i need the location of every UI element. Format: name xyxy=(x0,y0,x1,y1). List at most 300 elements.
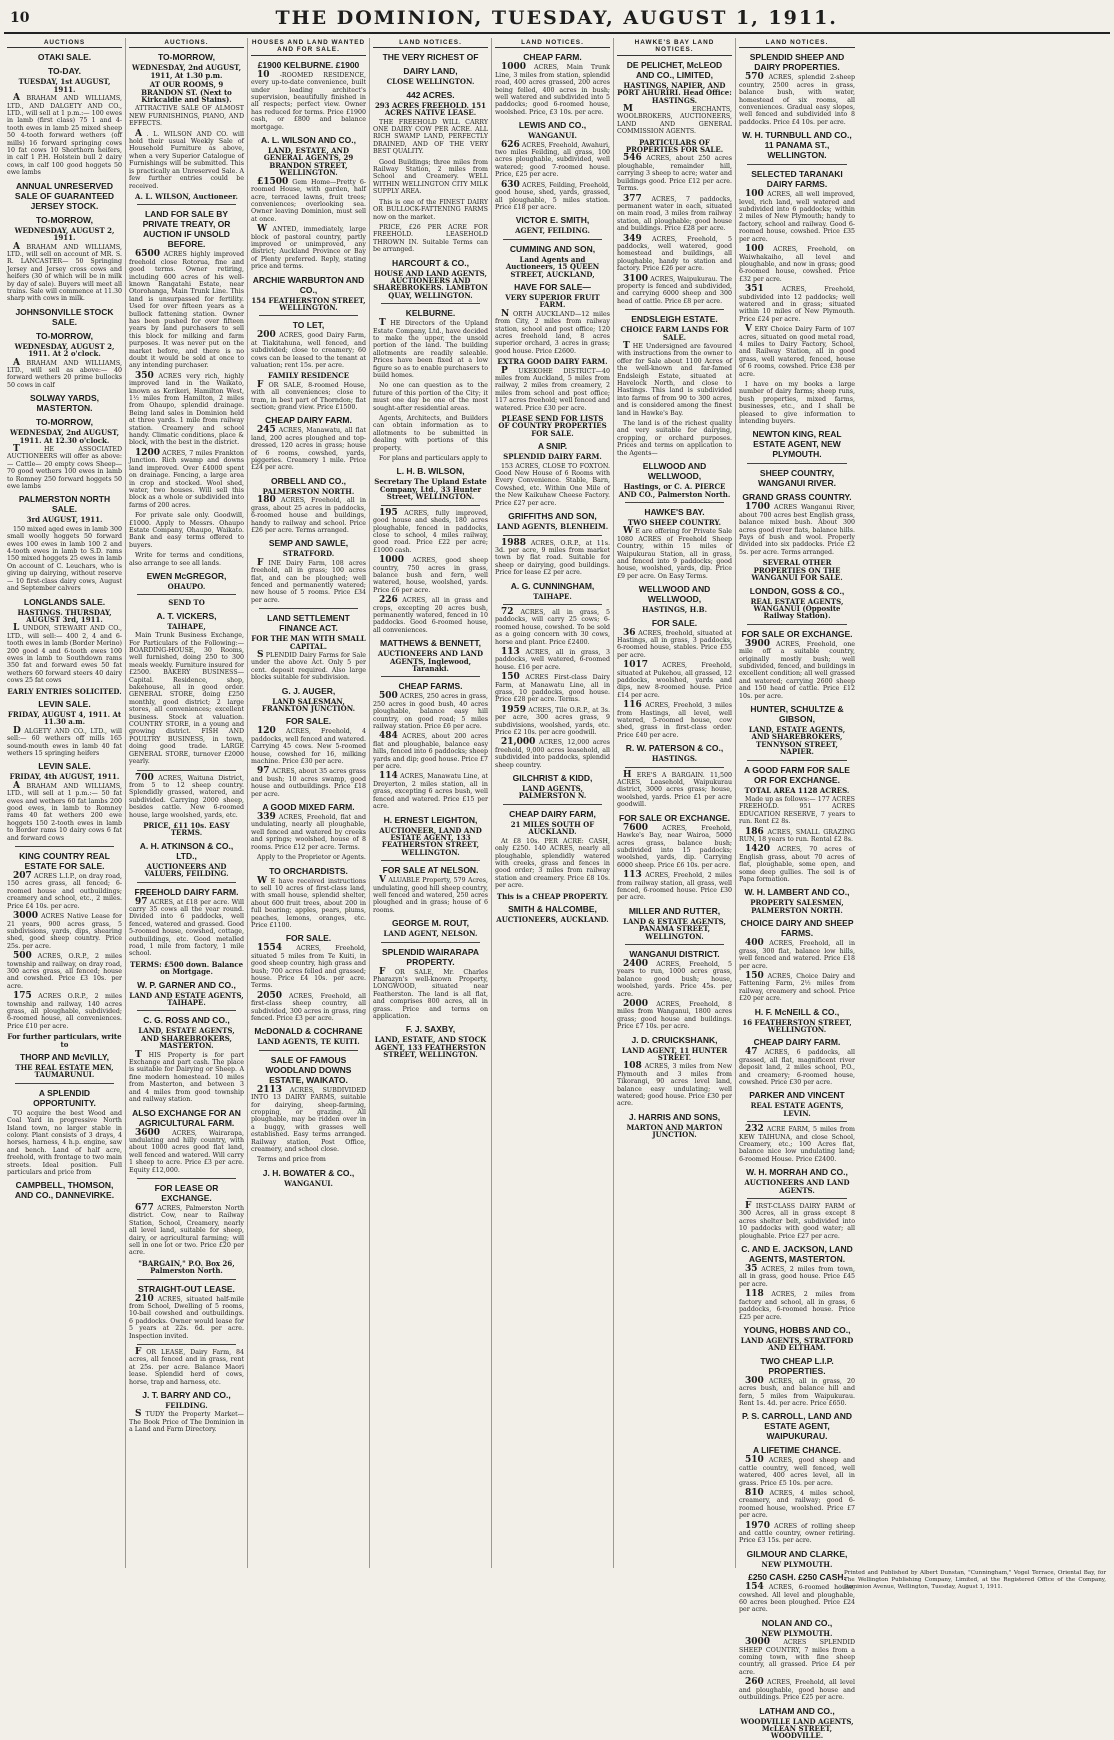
ad-subline: FAMILY RESIDENCE xyxy=(267,371,350,381)
ad-lead: 118 xyxy=(745,1289,764,1300)
ad-body xyxy=(251,990,366,1023)
ad-body xyxy=(739,1639,855,1676)
ad-text: ACRES, Palmerston North district. Cow, near to Railway Station, School, Creamery, nearly all level land, suitable for sheep, dairy, or agricultural farming; will sell in one lot or two. Price £20 per acre. xyxy=(129,1204,244,1257)
ad-text: ACRES, 2 miles from factory and school, all in grass, 6 paddocks, 6-roomed house. Price £25 per acre. xyxy=(739,1291,855,1321)
ad-body xyxy=(739,970,855,1003)
ad-heading: H. F. McNEILL & CO., xyxy=(754,1006,840,1017)
ad-lead: T xyxy=(135,1049,142,1060)
ad-heading: HAWKE'S BAY. xyxy=(644,506,705,517)
ad-text: ACRES, freehold, situated at Hastings, all in grass, 3 paddocks, 6-roomed house, stables. Price £55 per acre. xyxy=(617,629,732,659)
ad-heading: LONDON, GOSS & CO., xyxy=(749,585,845,596)
ad-heading: WELLWOOD AND WELLWOOD, xyxy=(638,584,711,605)
ad-text: ACRES, Freehold, 5 years to run, 1000 acres grass, balance good bush; house, woolshed, yards. Price 45s. per acre. xyxy=(617,960,732,998)
ad-text: Gem Home—Pretty 6-roomed House, with garden, half acre, terraced lawns, fruit trees; conveniences; overlooking sea. Owner leaving Dominion, must sell at once. xyxy=(251,178,366,223)
ad-body xyxy=(739,846,855,883)
ad-text: ACRES First-class Dairy Farm, at Manawatu Line, all in grass, 10 paddocks, good house. Price £28 per acre. Terms. xyxy=(495,674,610,704)
ad-subline: NEW PLYMOUTH. xyxy=(761,1628,833,1638)
divider-rule xyxy=(137,1344,236,1345)
ad-lead: A xyxy=(13,241,20,252)
ad-text: ACRES, 2 miles from town, all in grass, good house. Price £45 per acre. xyxy=(739,1266,855,1288)
ad-body xyxy=(7,873,122,910)
ad-subline: REAL ESTATE AGENTS, LEVIN. xyxy=(750,1101,844,1118)
ad-subline: Secretary The Upland Estate Company, Ltd., 33 Hunter Street, WELLINGTON. xyxy=(374,477,487,502)
ad-heading: FOR SALE AT NELSON. xyxy=(382,865,479,876)
ad-lead: W xyxy=(257,875,268,886)
ad-heading: OTAKI SALE. xyxy=(37,52,92,63)
divider-rule xyxy=(137,770,236,771)
ad-heading: CUMMING AND SON, xyxy=(509,243,596,254)
ad-lead: 351 xyxy=(745,284,764,295)
ad-text: ACRES of rolling sheep and cattle country, owner retiring. Price £3 15s. per acre. xyxy=(739,1522,855,1545)
ad-lead: F xyxy=(379,966,386,977)
divider-rule xyxy=(137,204,236,205)
ad-lead: 3000 xyxy=(745,1637,771,1648)
ad-subline: LAND, ESTATE AGENTS, AND SHAREBROKERS, MASTERTON. xyxy=(138,1026,235,1051)
column-header: LAND NOTICES. xyxy=(373,39,488,48)
column-5 xyxy=(492,38,614,1568)
ad-body xyxy=(251,69,366,131)
ad-lead: 377 xyxy=(623,193,642,204)
ad-subline: TERMS: £500 down. Balance on Mortgage. xyxy=(129,959,244,977)
ad-text: OR SALE, Mr. Charles Pharazyn's well-known Property, LONGWOOD, situated near Featherston. The land is all flat, and comprises 800 acres, all in grass. Price and terms on application. xyxy=(373,968,488,1020)
ad-body xyxy=(129,251,244,370)
ad-body xyxy=(7,913,122,950)
ad-body xyxy=(617,662,732,699)
ad-body xyxy=(617,627,732,660)
ad-body xyxy=(251,649,366,682)
ad-heading: TO-MORROW, xyxy=(36,417,93,428)
ad-text: E are offering for Private Sale 1080 ACRES of Freehold Sheep Country, within 15 miles of Waipukurau Station, all in grass, and fenced into 9 paddocks; good house, woolshed, yards, dip. Price £9 per acre. On Easy Terms. xyxy=(617,528,732,580)
ad-subline: 16 FEATHERSTON STREET, WELLINGTON. xyxy=(742,1017,852,1034)
ad-lead: 1988 xyxy=(501,537,527,548)
ad-lead: 2050 xyxy=(257,990,283,1001)
ad-heading: J. H. BOWATER & CO., xyxy=(262,1167,355,1178)
column-4 xyxy=(370,38,492,1568)
ad-subline: FRIDAY, AUGUST 4, 1911. At 11.30 a.m. xyxy=(7,709,122,727)
ad-body xyxy=(129,1049,244,1104)
ad-lead: 245 xyxy=(257,425,276,436)
ad-body xyxy=(739,1487,855,1520)
ad-subline: 293 ACRES FREEHOLD. 151 ACRES NATIVE LEASE. xyxy=(374,100,487,118)
ad-body xyxy=(739,796,855,826)
ad-heading: SOLWAY YARDS, MASTERTON. xyxy=(30,393,99,414)
ad-body xyxy=(617,420,732,457)
ad-heading: A. T. VICKERS, xyxy=(156,610,217,621)
ad-body xyxy=(129,105,244,127)
ad-lead: 1420 xyxy=(745,844,771,855)
ad-subline: TAIHAPE. xyxy=(533,591,572,601)
ad-body xyxy=(739,1049,855,1086)
ad-body xyxy=(739,1266,855,1288)
ad-lead: 630 xyxy=(501,179,520,190)
ad-heading: J. T. BARRY AND CO., xyxy=(142,1390,231,1401)
ad-heading: ENDSLEIGH ESTATE. xyxy=(631,314,718,325)
ad-heading: LAND FOR SALE BY PRIVATE TREATY, OR AUCTION IF UNSOLD BEFORE. xyxy=(142,209,231,250)
ad-lead: 200 xyxy=(257,330,276,341)
ad-text: ACRES, 70 acres of English grass, about 70 acres of flat, ploughable, some open, and some deep gullies. The soil is of Papa formation. xyxy=(739,846,855,884)
ad-heading: FOR LEASE OR EXCHANGE. xyxy=(154,1182,219,1203)
ad-body xyxy=(617,958,732,998)
ad-body xyxy=(129,552,244,567)
ad-lead: F xyxy=(745,1201,752,1212)
ad-heading: CHEAP FARM. xyxy=(523,52,582,63)
ad-text: ACRES, Waipukurau. The property is fenced and subdivided, and carrying 6000 sheep and 300 head of cattle. Price £8 per acre. xyxy=(617,275,732,305)
ad-lead: 500 xyxy=(13,951,32,962)
ad-body xyxy=(373,224,488,254)
ad-heading: NOLAN AND CO., xyxy=(761,1617,833,1628)
ad-lead: 120 xyxy=(257,726,276,737)
divider-rule xyxy=(137,1010,236,1011)
column-1 xyxy=(4,38,126,1568)
ad-text: ACRES, 6-roomed house, cowshed. All level and ploughable, 60 acres been ploughed. Price £24 per acre. xyxy=(739,1584,855,1614)
ad-text: ACRES, Freehold, 3 miles from Hastings, all level, well watered, 5-roomed house, cow shed, grass in first-class order. Price £40 per acre. xyxy=(617,702,732,739)
ad-body xyxy=(495,179,610,212)
ad-text: I have on my books a large number of dairy farms; sheep runs, bush properties, mixed farms, businesses, etc., and I shall be pleased to give information to intending buyers. xyxy=(739,381,855,426)
ad-body xyxy=(251,176,366,223)
ad-subline: VERY SUPERIOR FRUIT FARM. xyxy=(505,292,600,310)
ad-lead: P xyxy=(501,365,508,376)
divider-rule xyxy=(137,1279,236,1280)
ad-heading: TO-MORROW, xyxy=(36,330,93,341)
ad-body xyxy=(7,953,122,990)
ad-body xyxy=(739,74,855,126)
ad-text: ACRES very rich, highly improved land in the Waikato, known as Kerikeri, Hamilton West, 1½ miles from Hamilton, 2 miles from Ohaupo, splendid drainage. Being land sales in Dominion held at three yards. 1 mile from railway station. Creamery and school handy. Climatic conditions, place & block, with the best in the district. xyxy=(129,372,244,447)
ad-lead: A xyxy=(13,357,20,368)
ad-text: ACRES, 250 acres in grass, 250 acres in good bush, 40 acres ploughable, balance easy hill country, on good road; 5 miles railway station. Price £6 per acre. xyxy=(373,693,488,731)
ad-text: ACRES, all well improved, level, rich land, well watered and subdivided into 6 paddocks; within 2 miles of New Plymouth; handy to factory, school and railway. Good 6-roomed house, cowshed. Price £35 per acre. xyxy=(739,191,855,243)
ad-body xyxy=(617,769,732,809)
ad-lead: A xyxy=(13,93,20,104)
divider-rule xyxy=(15,846,114,847)
ad-text: ACRES, Freehold, situated at Pukehou, all grassed, 12 paddocks, woolshed, yards and dips, new 8-roomed house. Price £14 per acre. xyxy=(617,662,732,699)
ad-text: ACRES, Wairarapa, undulating and hilly country, with about 1000 acres good flat land, well fenced and watered. Will carry 1 sheep to acre. Price £3 per acre. Equity £12,000. xyxy=(129,1129,244,1174)
divider-rule xyxy=(747,1121,847,1122)
ad-text: ACRES highly improved freehold close Rotorua, fine and good terms. Owner retiring, including 600 acres of his well-known Rangatahi Estate, near Otorohanga, Main Trunk Line. This land is unsurpassed for fertility. Used for over fifteen years as a bullock fattening station. Owner has been pushed for over fifteen years by land purchasers to sell this block for milking and farm purposes. It was never put on the market before, and there is no doubt it would be sold at once to any intending purchaser. xyxy=(129,251,244,370)
ad-heading: KING COUNTRY REAL ESTATE FOR SALE. xyxy=(19,851,110,872)
ad-heading: FOR SALE. xyxy=(285,716,332,727)
ad-text: ACRES, Main Trunk Line, 3 miles from station, splendid road, 400 acres grassed, 200 acres being felled, 400 acres in bush; well watered and subdivided into 5 paddocks; good 6-roomed house, woolshed. Price, £3 10s. per acre. xyxy=(495,64,610,116)
ad-text: THE FREEHOLD WILL CARRY ONE DAIRY COW PER ACRE. ALL RICH SWAMP LAND, PERFECTLY DRAINED, AND OF THE VERY BEST QUALITY. xyxy=(373,118,488,156)
ad-lead: 72 xyxy=(501,606,514,617)
ad-subline: FOR THE MAN WITH SMALL CAPITAL. xyxy=(251,634,366,651)
divider-rule xyxy=(381,303,480,304)
ad-text: At £8 10s. PER ACRE: CASH, only £250. 140 ACRES, nearly all ploughable, splendidly watered with creeks, grass and fences in good order; 3 miles from railway station and creamery. Price £8 10s. per acre. xyxy=(495,837,610,890)
ad-lead: 484 xyxy=(379,731,398,742)
printer-imprint: Printed and Published by Albert Dunstan, "Cunningham," Vogel Terrace, Oriental Bay, for The Wellington Publishing Company, Limited, at the Registered Office of the Company, Dominion Avenue, Wellington, Tuesday, August 1, 1911. xyxy=(844,1570,1106,1590)
ad-body xyxy=(7,1110,122,1177)
ad-subline: PALMERSTON NORTH. xyxy=(262,486,355,496)
ad-text: ACRES, good sheep and cattle country, well fenced, well watered, 400 acres level, all in grass. Price £5 10s. per acre. xyxy=(739,1457,855,1487)
ad-lead: 10 xyxy=(257,69,270,80)
ad-text: ACRES, Freehold, one mile off a suitable country, originally mostly bush; well subdivided, fenced, and buildings in excellent condition; all well grassed and watered; carrying 2600 sheep and 150 head of cattle. Price £12 10s. per acre. xyxy=(739,640,855,700)
ad-heading: H. ERNEST LEIGHTON, xyxy=(383,814,478,825)
ad-subline: WEDNESDAY, AUGUST 2, 1911. At 2 o'clock. xyxy=(14,341,115,359)
divider-rule xyxy=(381,942,480,943)
ad-heading: £1900 KELBURNE. £1900 xyxy=(257,59,360,70)
ad-lead: V xyxy=(745,324,752,335)
ad-text: UKEKOHE DISTRICT—40 miles from Auckland, 5 miles from railway, 2 miles from creamery, 2 miles from school and post office; 117 acres freehold; well fenced and watered. Price £30 per acre. xyxy=(495,367,610,412)
ad-body xyxy=(617,702,732,739)
ad-heading: KELBURNE. xyxy=(405,308,456,319)
ad-text: ACRES, Freehold, all in grass, 300 flat, balance low hills, well fenced and watered. Price £18 per acre. xyxy=(739,940,855,970)
column-3 xyxy=(248,38,370,1568)
ad-body xyxy=(373,507,488,554)
ad-text: INE Dairy Farm, 108 acres freehold, all in grass; 100 acres flat, and can be ploughed; well fenced and permanently watered; new house of 5 rooms. Price £34 per acre. xyxy=(251,559,366,604)
ad-heading: P. S. CARROLL, LAND AND ESTATE AGENT, WAIPUKURAU. xyxy=(741,1411,853,1442)
ad-body xyxy=(495,704,610,737)
ad-heading: A LIFETIME CHANCE. xyxy=(753,1445,841,1456)
ad-subline: LAND AGENT, NELSON. xyxy=(383,929,478,939)
divider-rule xyxy=(381,676,480,677)
ad-text: ERE'S A BARGAIN. 11,500 ACRES, Leasehold, Waipukurau district, 3000 acres grass; house, woolshed, yards. Price £1 per acre goodwill. xyxy=(617,771,732,809)
ad-body xyxy=(251,427,366,471)
ad-body xyxy=(251,557,366,604)
ad-heading: C. AND E. JACKSON, LAND AGENTS, MASTERTON. xyxy=(741,1244,853,1265)
column-6 xyxy=(614,38,736,1568)
ad-lead: 6500 xyxy=(135,249,161,260)
ad-text: 150 mixed aged ewes in lamb 300 small woolly hoggets 50 forward ewes 100 ewes in lamb 100 2 and 4-tooth ewes in lamb to S.D. rams 150 mixed hoggets 25 ewes in lamb On account of C. Leuchars, who is giving up dairying, without reserve— 10 first-class dairy cows, August and September calvers xyxy=(7,525,122,593)
ad-body xyxy=(373,199,488,221)
divider-rule xyxy=(625,767,724,768)
ad-subline: REAL ESTATE AGENTS, WANGANUI (Opposite Railway Station). xyxy=(750,596,844,621)
ad-heading: MILLER AND RUTTER, xyxy=(628,905,721,916)
ad-lead: 210 xyxy=(135,1293,154,1304)
ad-text: ACRES, good sheep country, 750 acres in grass, balance bush and fern, well watered, house, woolshed, yards. Price £6 per acre. xyxy=(373,557,488,594)
newspaper-page xyxy=(4,4,1110,1740)
ad-subline: 21 MILES SOUTH OF AUCKLAND. xyxy=(510,819,595,837)
ad-heading: THE VERY RICHEST OF xyxy=(382,52,479,63)
ad-body xyxy=(373,320,488,379)
ad-heading: ALSO EXCHANGE FOR AN AGRICULTURAL FARM. xyxy=(132,1107,241,1128)
ad-lead: 349 xyxy=(623,233,642,244)
ad-body xyxy=(373,966,488,1021)
ad-text: ALGETY AND CO., LTD., will sell:— 60 wethers off mills 165 sound-mouth ewes in lamb 40 fat wethers 15 springing heifers xyxy=(7,727,122,757)
ad-subline: CLOSE WELLINGTON. xyxy=(386,77,475,87)
ad-body xyxy=(373,455,488,462)
ad-subline: AUCTIONEERS, AUCKLAND. xyxy=(496,914,609,924)
ad-body xyxy=(739,504,855,556)
ad-heading: TO ORCHARDISTS. xyxy=(269,865,348,876)
ad-subline: FEILDING. xyxy=(165,1401,208,1411)
ad-body xyxy=(251,497,366,534)
ad-subline: TAIHAPE, xyxy=(167,621,206,631)
ad-lead: 339 xyxy=(257,812,276,823)
ad-body xyxy=(7,241,122,303)
ad-text: ACRES, Freehold, subdivided into 12 paddocks; well watered and in grass; situated within 10 miles of New Plymouth. Price £24 per acre. xyxy=(739,286,855,323)
ad-subline: WEDNESDAY, 2nd AUGUST, 1911. At 12.30 o'clock. xyxy=(9,428,120,445)
ad-text: For plans and particulars apply to xyxy=(379,455,488,463)
ad-lead: 97 xyxy=(135,896,148,907)
ad-text: ACRE FARM, 5 miles from KEW TAIHUNA, and close School, Creamery, etc.; 100 Acres flat, balance nice low undulating land; 6-roomed House. Price £2400. xyxy=(739,1126,855,1163)
ad-body xyxy=(373,597,488,634)
ad-heading: C. G. ROSS AND CO., xyxy=(143,1015,230,1026)
ad-heading: GRAND GRASS COUNTRY. xyxy=(742,492,852,503)
ad-body xyxy=(617,193,732,233)
ad-lead: 510 xyxy=(745,1455,764,1466)
ad-text: Main Trunk Business Exchange, For Particulars of the Following:— BOARDING-HOUSE, 30 Rooms, well furnished, doing 250 to 300 meals weekly. Furniture insured for £2500. BAKERY BUSINESS—Capital. Residence, shop, bakehouse, all in good order. GENERAL STORE, doing £250 monthly, good district; 2 large stores, all conveniences; excellent business. Stock at valuation. COUNTRY STORE, in a young and growing district. FISH AND POULTRY BUSINESS, in town, doing good trade. LARGE GENERAL STORE, turnover £2000 yearly. xyxy=(129,632,244,766)
ad-subline: A. L. WILSON, Auctioneer. xyxy=(135,191,238,201)
ad-subline: TUESDAY, 1st AUGUST, 1911. xyxy=(18,77,111,94)
ad-heading: ORBELL AND CO., xyxy=(270,475,347,486)
ad-text: BRAHAM AND WILLIAMS, LTD., AND DALGETY AND CO., LTD., will sell at 1 p.m.:— 100 ewes in lamb (first class) 75 1 and 4-tooth ewes in lamb 25 mixed sheep 50 4-tooth forward wethers (off mills) 16 forward springing cows 10 fat cows 10 Shorthorn heifers, in calf 1 P.H. Holstein bull 2 dairy cows, in calf 100 good hoggets 50 ewe lambs xyxy=(7,95,122,177)
ad-heading: A. G. CUNNINGHAM, xyxy=(510,580,595,591)
ad-text: PLENDID Dairy Farms for Sale under the above Act. Only 5 per cent. deposit required. Also large blocks suitable for subdivision. xyxy=(251,651,366,682)
ad-text: ACRES, SUBDIVIDED INTO 13 DAIRY FARMS, suitable for dairying, sheep-farming, cropping, or grazing. All ploughable, may be ridden over in a buggy, with grasses well established. Easy terms arranged. Railway station, Post Office, creamery, and school close. xyxy=(251,1086,366,1154)
ad-text: ACRES, all in grass, 3 paddocks, well watered, 6-roomed house. £16 per acre. xyxy=(495,648,610,671)
ad-lead: 260 xyxy=(745,1677,764,1688)
ad-text: ATTRACTIVE SALE OF ALMOST NEW FURNISHINGS, PIANO, AND EFFECTS. xyxy=(129,105,244,128)
ad-lead: M xyxy=(623,104,633,115)
ad-text: ACRES, Freehold, Awahuri, two miles Feilding, all grass, 100 acres ploughable, subdivided, well watered; good 7-roomed house. Price, £25 per acre. xyxy=(495,141,610,179)
ad-heading: 442 ACRES. xyxy=(406,89,455,100)
ad-heading: GRIFFITHS AND SON, xyxy=(508,511,597,522)
ad-lead: 2113 xyxy=(257,1084,283,1095)
ad-text: BRAHAM AND WILLIAMS, LTD., will sell as above:— 40 forward wethers 20 prime bullocks 50 cows in calf xyxy=(7,359,122,389)
ad-heading: GEORGE M. ROUT, xyxy=(392,918,469,929)
ad-lead: 36 xyxy=(623,627,636,638)
ad-body xyxy=(739,1291,855,1321)
ad-body xyxy=(617,343,732,417)
ad-text: ACRES SPLENDID SHEEP COUNTRY, 7 miles from a coming town, with fine sheep country, all grassed. Price £4 per acre. xyxy=(739,1639,855,1676)
ad-text: ACRES, 12,000 acres freehold, 9,000 acres leasehold, all subdivided into paddocks, splendid sheep country. xyxy=(495,739,610,769)
ad-body xyxy=(495,646,610,671)
ad-body xyxy=(739,1520,855,1545)
ad-body xyxy=(251,379,366,412)
ad-lead: T xyxy=(623,341,630,351)
ad-heading: TO-MORROW, xyxy=(158,52,215,63)
divider-rule xyxy=(259,608,358,609)
ad-lead: 810 xyxy=(745,1487,764,1498)
ad-heading: THORP AND McVILLY, xyxy=(20,1052,109,1062)
ad-body xyxy=(129,1293,244,1340)
ad-body xyxy=(495,64,610,116)
ad-lead: D xyxy=(13,725,21,736)
ad-heading: YOUNG, HOBBS AND CO., xyxy=(743,1324,851,1335)
ad-heading: G. J. AUGER, xyxy=(281,685,336,696)
ad-heading: GILMOUR AND CLARKE, xyxy=(746,1548,848,1559)
ad-body xyxy=(617,233,732,273)
ad-body xyxy=(373,159,488,196)
ad-body xyxy=(251,332,366,369)
ad-heading: A GOOD FARM FOR SALE OR FOR EXCHANGE. xyxy=(744,764,850,785)
ad-lead: 1700 xyxy=(745,502,771,513)
ad-text: OR SALE, 8-roomed House, with all conveniences; close to tram, in best part of Thorndon; flat section; grand view. Price £1500. xyxy=(251,381,366,412)
ad-subline: CHOICE FARM LANDS FOR SALE. xyxy=(620,325,729,342)
ad-text: ACRES, Waituna District, from 5 to 12 sheep country. Splendidly grassed, watered, and subdivided. Carrying 2000 sheep, besides cattle. New 6-roomed house, large woolshed, yards, etc. xyxy=(129,774,244,819)
ad-heading: FOR SALE OR EXCHANGE. xyxy=(741,628,853,639)
ad-subline: LAND AGENTS, STRATFORD AND ELTHAM. xyxy=(740,1335,854,1353)
ad-lead: 1000 xyxy=(501,62,527,73)
ad-lead: T xyxy=(379,318,386,329)
ad-heading: ANNUAL UNRESERVED SALE OF GUARANTEED JERSEY STOCK. xyxy=(14,180,115,211)
ad-text: ACRES, all in grass, 5 paddocks, will carry 25 cows; 6-roomed house, cowshed. To be sold as a going concern with 30 cows, horse and plant. Price £2400. xyxy=(495,608,610,646)
ad-lead: F xyxy=(257,557,264,568)
ad-heading: CHEAP DAIRY FARM. xyxy=(753,1037,841,1048)
divider-rule xyxy=(747,1198,847,1199)
ad-body xyxy=(251,875,366,930)
ad-heading: LAND SETTLEMENT FINANCE ACT. xyxy=(267,613,350,634)
ad-body xyxy=(739,1457,855,1487)
ad-body xyxy=(129,772,244,819)
ad-heading: WANGANUI DISTRICT. xyxy=(629,948,720,959)
ad-body xyxy=(129,1349,244,1386)
ad-heading: GILCHRIST & KIDD, xyxy=(512,773,593,784)
ad-text: HE ASSOCIATED AUCTIONEERS will offer as above:— Cattle— 20 empty cows Sheep— 70 good wethers 100 ewes in lamb to Romney 250 forward hoggets 50 ewe lambs xyxy=(7,446,122,491)
ad-heading: STRAIGHT-OUT LEASE. xyxy=(138,1283,235,1294)
ad-body xyxy=(739,1584,855,1614)
divider-rule xyxy=(747,463,847,464)
ad-text: ACRES, Freehold, all in grass, about 25 acres in paddocks, 6-roomed house and buildings, handy to railway and school. Price £26 per acre. Terms arranged. xyxy=(251,497,366,534)
ad-heading: TWO CHEAP L.I.P. PROPERTIES. xyxy=(760,1355,834,1376)
divider-rule xyxy=(625,502,724,503)
ad-lead: 350 xyxy=(135,370,154,381)
ad-text: ACRES, O.R.P., 2 miles township and railway, on dray road, 300 acres grass, all fenced; house and cowshed. Price £3 10s. per acre. xyxy=(7,953,122,990)
ad-text: ACRES, Freehold, 4 paddocks, well fenced and watered. Carrying 45 cows. New 5-roomed house, cowshed for 16, milking machine. Price £30 per acre. xyxy=(251,728,366,766)
ad-heading: L. H. B. WILSON, xyxy=(396,466,465,477)
ad-subline: WEDNESDAY, AUGUST 2, 1911. xyxy=(14,225,115,243)
ad-subline: LAND SALESMAN, FRANKTON JUNCTION. xyxy=(261,696,356,713)
ad-heading: LEWIS AND CO., xyxy=(518,120,587,131)
divider-rule xyxy=(259,315,358,316)
ad-lead: 116 xyxy=(623,700,642,711)
ad-subline: LAND & ESTATE AGENTS, PANAMA STREET, WELLINGTON. xyxy=(623,916,726,941)
ad-lead: 570 xyxy=(745,72,764,83)
ad-body xyxy=(739,191,855,243)
ad-body xyxy=(373,733,488,770)
ad-body xyxy=(373,773,488,810)
ad-subline: LAND AGENT, 11 HUNTER STREET. xyxy=(621,1045,728,1063)
ad-subline: HASTINGS. xyxy=(651,754,698,764)
ad-subline: TOTAL AREA 1128 ACRES. xyxy=(744,785,850,795)
divider-rule xyxy=(137,1178,236,1179)
ad-subline: LAND, ESTATE AGENTS, AND SHAREBROKERS, TENNYSON STREET, NAPIER. xyxy=(748,724,846,757)
ad-subline: WANGANUI. xyxy=(284,1178,333,1188)
ad-lead: 1017 xyxy=(623,660,649,671)
ad-subline: WOODVILLE LAND AGENTS, McLEAN STREET, WOODVILLE. xyxy=(740,1716,854,1740)
divider-rule xyxy=(503,804,602,805)
ad-text: TO acquire the best Wood and Coal Yard in progressive North Island town, no larger stable in colony. Plant consists of 3 drays, 4 horses, harness, 4 h.p. engine, saw and bench. Land of half acre, freehold, with frontage to two main streets. Ideal position. Full particulars and price from xyxy=(7,1109,122,1177)
ad-text: ORTH AUCKLAND—12 miles from City, 2 miles from railway station, school and post office; 120 acres freehold land, 8 acres superior orchard, 3 acres in grass; good house. Price £2600. xyxy=(495,310,610,355)
ad-lead: 546 xyxy=(623,153,642,164)
ad-text: Made up as follows:— 177 ACRES FREEHOLD. 951 ACRES EDUCATION RESERVE, 7 years to run. Rent £2 8s. xyxy=(739,796,855,826)
ad-subline: MARTON AND MARTON JUNCTION. xyxy=(626,1122,723,1140)
ad-lead: W xyxy=(257,224,268,235)
ad-heading: SPLENDID SHEEP AND DAIRY PROPERTIES. xyxy=(749,52,845,73)
ad-subline: 154 FEATHERSTON STREET, WELLINGTON. xyxy=(251,295,366,312)
ad-body xyxy=(373,382,488,412)
ad-text: TUDY the Property Market—The Book Price of The Dominion in a Land and Farm Directory. xyxy=(129,1411,244,1434)
ad-heading: DAIRY LAND, xyxy=(403,66,458,77)
ad-lead: 300 xyxy=(745,1375,764,1386)
ad-lead: 100 xyxy=(745,244,764,255)
ad-lead: 3600 xyxy=(135,1127,161,1138)
ad-body xyxy=(129,1411,244,1433)
ad-text: . L. WILSON AND CO. will hold their usual Weekly Sale of Household Furniture as above, when a very Superior Catalogue of Furnishings will be submitted. This is practically an Unreserved Sale. A few further entries could be received. xyxy=(129,130,244,190)
divider-rule xyxy=(503,239,602,240)
ad-subline: AUCTIONEERS AND LAND AGENTS, Inglewood, Taranaki. xyxy=(377,649,484,673)
ad-subline: 3rd AUGUST, 1911. xyxy=(26,515,103,525)
ad-body xyxy=(251,945,366,989)
divider-rule xyxy=(625,309,724,310)
ad-body xyxy=(617,528,732,580)
ad-subline: TWO SHEEP COUNTRY. xyxy=(627,517,722,527)
ad-text: ACRES, 4 miles school, creamery, and railway; good 6-roomed house, woolshed. Price £7 per acre. xyxy=(739,1489,855,1520)
ad-lead: 207 xyxy=(13,871,32,882)
ad-heading: CAMPBELL, THOMSON, AND CO., DANNEVIRKE. xyxy=(14,1180,115,1201)
ad-lead: N xyxy=(501,308,510,319)
ad-subline: WANGANUI. xyxy=(528,131,577,141)
ad-lead: 677 xyxy=(135,1202,154,1213)
